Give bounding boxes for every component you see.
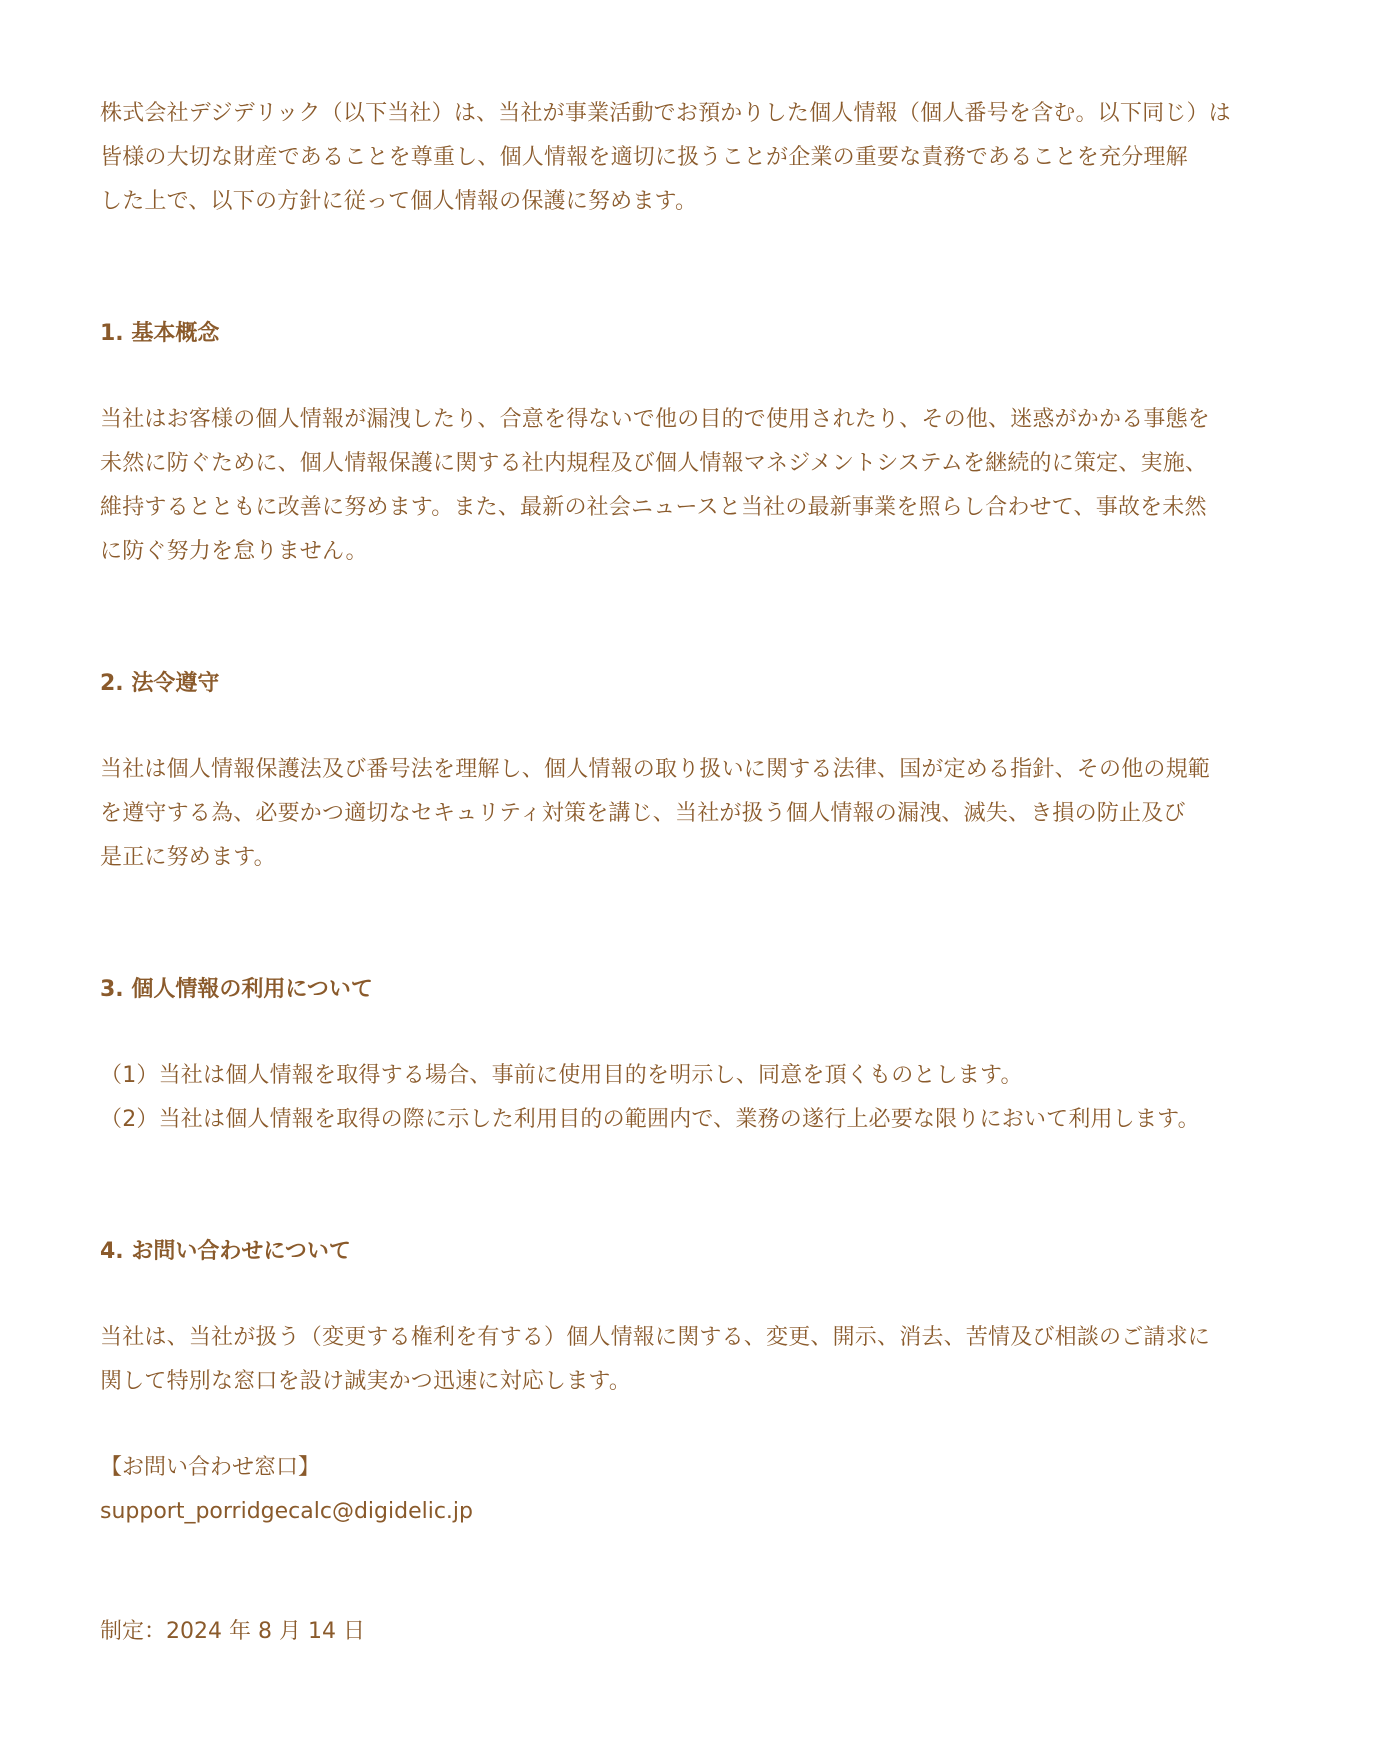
list-item: （1）当社は個人情報を取得する場合、事前に使用目的を明示し、同意を頂くものとします。 <box>100 1063 1023 1088</box>
section-heading: 1. 基本概念 <box>100 321 220 346</box>
section-inquiries <box>100 1230 1300 1534</box>
section-body <box>100 1054 1300 1142</box>
intro-line: 皆様の大切な財産であることを尊重し、個人情報を適切に扱うことが企業の重要な責務であることを充分理解 <box>100 145 1188 170</box>
section-legal-compliance <box>100 662 1300 880</box>
section-heading: 4. お問い合わせについて <box>100 1239 351 1264</box>
section-basic-concept <box>100 312 1300 574</box>
contact-label: 【お問い合わせ窓口】 <box>100 1455 321 1480</box>
section-heading: 2. 法令遵守 <box>100 671 220 696</box>
body-line: を遵守する為、必要かつ適切なセキュリティ対策を講じ、当社が扱う個人情報の漏洩、滅失、き損の防止及び <box>100 801 1186 826</box>
contact-email[interactable]: support_porridgecalc@digidelic.jp <box>100 1499 474 1524</box>
body-line: 維持するとともに改善に努めます。また、最新の社会ニュースと当社の最新事業を照らし合わせて、事故を未然 <box>100 495 1207 520</box>
body-line: 当社は、当社が扱う（変更する権利を有する）個人情報に関する、変更、開示、消去、苦情及び相談のご請求に <box>100 1325 1211 1350</box>
intro-line: した上で、以下の方針に従って個人情報の保護に努めます。 <box>100 189 698 214</box>
intro-paragraph <box>100 92 1300 224</box>
established-date: 制定：2024 年 8 月 14 日 <box>100 1619 365 1644</box>
privacy-policy <box>100 92 1300 1534</box>
body-line: 未然に防ぐために、個人情報保護に関する社内規程及び個人情報マネジメントシステムを継続的に策定、実施、 <box>100 451 1208 476</box>
body-line: に防ぐ努力を怠りません。 <box>100 539 368 564</box>
body-line: 関して特別な窓口を設け誠実かつ迅速に対応します。 <box>100 1369 632 1394</box>
intro-line: 株式会社デジデリック（以下当社）は、当社が事業活動でお預かりした個人情報（個人番号を含む。以下同じ）は <box>100 101 1231 126</box>
section-body <box>100 748 1300 880</box>
body-line: 当社はお客様の個人情報が漏洩したり、合意を得ないで他の目的で使用されたり、その他、迷惑がかかる事態を <box>100 407 1211 432</box>
list-item: （2）当社は個人情報を取得の際に示した利用目的の範囲内で、業務の遂行上必要な限りにおいて利用します。 <box>100 1107 1200 1132</box>
section-use-of-information <box>100 968 1300 1142</box>
contact-block <box>100 1446 1300 1534</box>
body-line: 是正に努めます。 <box>100 845 276 870</box>
section-heading: 3. 個人情報の利用について <box>100 977 373 1002</box>
section-body <box>100 1316 1300 1404</box>
body-line: 当社は個人情報保護法及び番号法を理解し、個人情報の取り扱いに関する法律、国が定める指針、その他の規範 <box>100 757 1211 782</box>
section-body <box>100 398 1300 574</box>
